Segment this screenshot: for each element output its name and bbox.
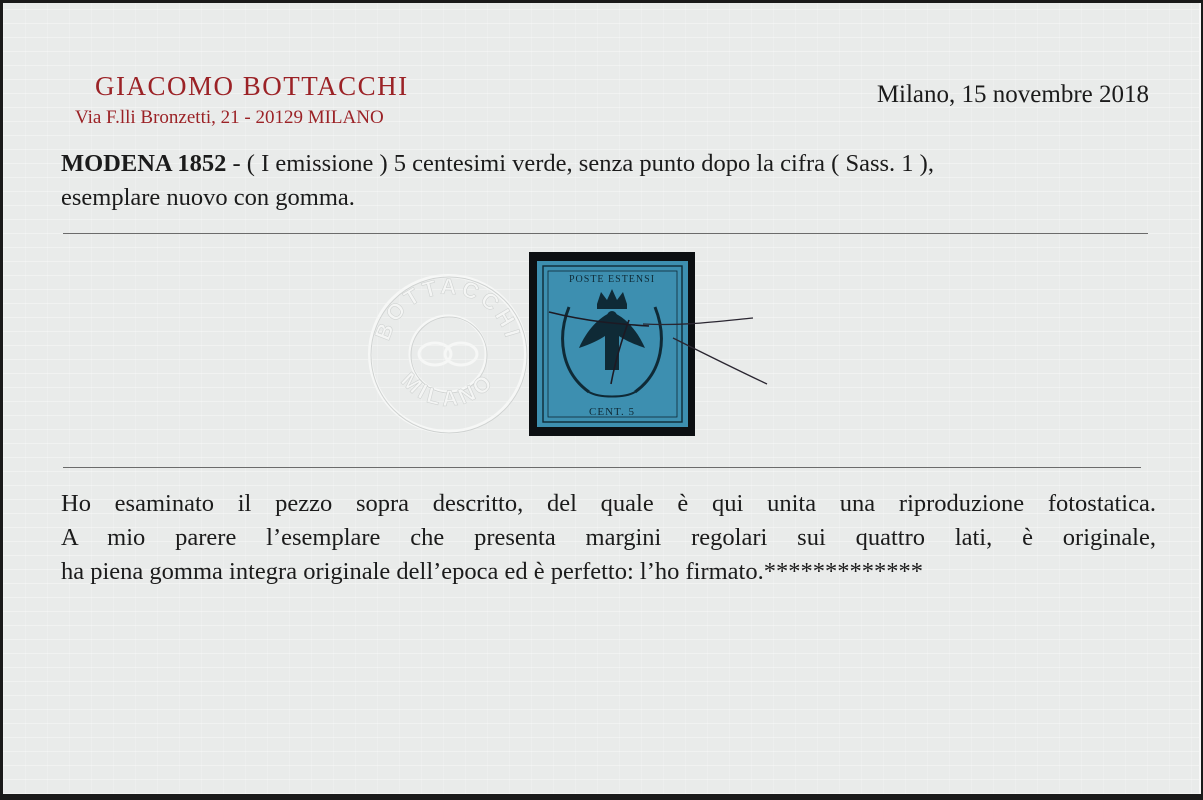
stamp-top-inscription: POSTE ESTENSI [568,274,656,285]
svg-text:BOTTACCHI: BOTTACCHI [369,273,527,344]
pen-cancellation-icon [643,298,783,438]
divider-bottom [63,467,1141,468]
firm-address: Via F.lli Bronzetti, 21 - 20129 MILANO [75,107,384,128]
opinion-line-1: Ho esaminato il pezzo sopra descritto, del quale è qui unita una riproduzione fotostatica. [61,490,1156,517]
divider-top [63,233,1148,234]
certificate-sheet [3,3,1201,794]
opinion-line-2: A mio parere l’esemplare che presenta margini regolari sui quattro lati, è originale, [61,524,1156,551]
description-text-line2: esemplare nuovo con gomma. [61,184,355,211]
svg-text:MILANO: MILANO [396,367,500,412]
embossed-seal-icon [363,254,533,444]
stamp-value-inscription: CENT. 5 [589,406,635,418]
description-text-line1: - ( I emissione ) 5 centesimi verde, senza punto dopo la cifra ( Sass. 1 ), [226,150,934,177]
firm-name: GIACOMO BOTTACCHI [95,71,409,101]
opinion-line-3: ha piena gomma integra originale dell’epoca ed è perfetto: l’ho firmato.************* [61,558,923,585]
stamp-photo-area [363,248,783,448]
stamp-description [61,147,1156,215]
certificate-date: Milano, 15 novembre 2018 [876,81,1149,108]
expert-opinion [61,487,1156,589]
description-heading: MODENA 1852 [61,150,227,177]
